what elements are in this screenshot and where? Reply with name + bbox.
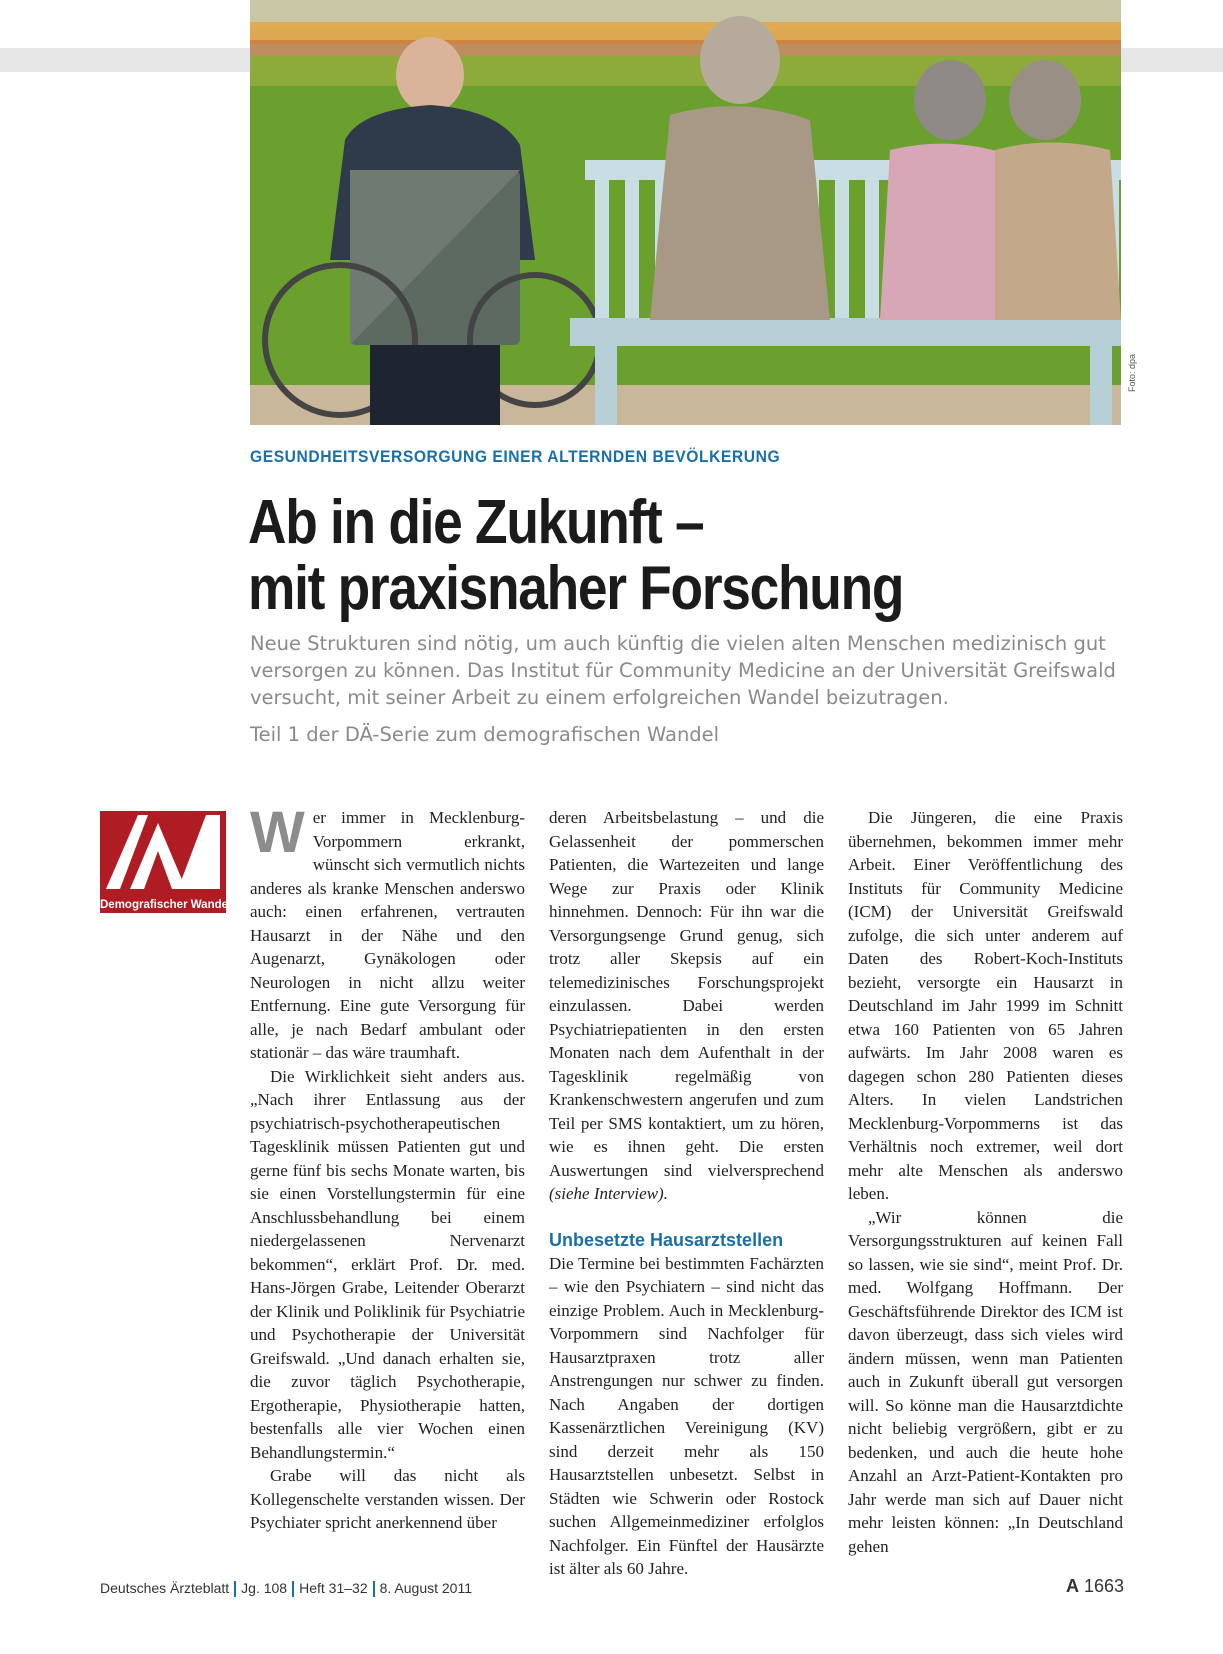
- interview-reference: (siehe Interview).: [549, 1184, 668, 1203]
- journal-issue: Heft 31–32: [299, 1580, 368, 1596]
- paragraph: [549, 806, 824, 1206]
- headline-line-1: Ab in die Zukunft –: [248, 488, 704, 557]
- paragraph-text: er immer in Mecklenburg-Vorpommern erkrankt, wünscht sich vermutlich nichts anderes als kranke Menschen anderswo auch: einen erfahrenen, vertrauten Hausarzt in der Nähe und den Augenarzt, Gynäkologen oder Neurologen in nicht allzu weiter Entfernung. Eine gute Versorgung für alle, je nach Bedarf ambulant oder stationär – das wäre traumhaft.: [250, 808, 525, 1062]
- page-number: [1066, 1576, 1124, 1597]
- photo-credit: Foto: dpa: [1127, 353, 1137, 392]
- demographic-chevron-icon: [100, 811, 232, 913]
- photo-illustration: [250, 0, 1121, 425]
- paragraph: Die Jüngeren, die eine Praxis übernehmen, bekommen immer mehr Arbeit. Einer Veröffentlichung des Instituts für Community Medicine (ICM) der Universität Greifswald zufolge, die sich unter anderem auf Daten des Robert-Koch-Instituts bezieht, versorgte ein Hausarzt in Deutschland im Jahr 1999 im Schnitt etwa 160 Patienten von 65 Jahren aufwärts. Im Jahr 2008 waren es dagegen schon 280 Patienten dieses Alters. In vielen Landstrichen Mecklenburg-Vorpommerns ist das Verhältnis noch extremer, weil dort mehr alte Menschen als anderswo leben.: [848, 808, 1123, 1203]
- body-column-1: [250, 800, 525, 1535]
- page-prefix: A: [1066, 1576, 1079, 1596]
- page-footer: [100, 1580, 472, 1597]
- article-kicker: GESUNDHEITSVERSORGUNG EINER ALTERNDEN BEVÖLKERUNG: [250, 447, 781, 466]
- body-column-3: [848, 806, 1123, 1558]
- footer-separator: [373, 1581, 375, 1597]
- footer-separator: [292, 1581, 294, 1597]
- paragraph: „Wir können die Versorgungsstrukturen auf keinen Fall so lassen, wie sie sind“, meint Prof. Dr. med. Wolfgang Hoffmann. Der Geschäftsführende Direktor des ICM ist davon überzeugt, dass sich vieles wird ändern müssen, wenn man Patienten auch in Zukunft überall gut versorgen will. So könne man die Hausarztdichte nicht beliebig vergrößern, gibt er zu bedenken, und auch die heute hohe Anzahl an Arzt-Patient-Kontakten pro Jahr werde man sich auf Dauer nicht mehr leisten können: „In Deutschland gehen: [848, 1207, 1123, 1556]
- drop-cap: W: [250, 800, 305, 865]
- section-subhead: Unbesetzte Hausarztstellen: [549, 1229, 784, 1250]
- journal-volume: Jg. 108: [241, 1580, 288, 1596]
- article-photo: [250, 0, 1121, 425]
- paragraph: Die Termine bei bestimmten Fachärzten – wie den Psychiatern – sind nicht das einzige Problem. Auch in Mecklenburg-Vorpommern sind Nachfolger für Hausarztpraxen trotz aller Anstrengungen nur schwer zu finden. Nach Angaben der dortigen Kassenärztlichen Vereinigung (KV) sind derzeit mehr als 150 Hausarztstellen unbesetzt. Selbst in Städten wie Schwerin oder Rostock suchen Allgemeinmediziner erfolglos Nachfolger. Ein Fünftel der Hausärzte ist älter als 60 Jahre.: [549, 1253, 824, 1578]
- paragraph: Grabe will das nicht als Kollegenschelte verstanden wissen. Der Psychiater spricht anerkennend über: [250, 1466, 525, 1532]
- series-logo-label: Demografischer Wandel: [100, 899, 232, 911]
- footer-separator: [234, 1581, 236, 1597]
- body-column-2: [549, 806, 824, 1581]
- headline-line-2: mit praxisnaher Forschung: [248, 554, 904, 623]
- paragraph: Die Wirklichkeit sieht anders aus. „Nach ihrer Entlassung aus der psychiatrisch-psychotherapeutischen Tagesklinik müssen Patienten gut und gerne fünf bis sechs Monate warten, bis sie einen Vorstellungstermin für eine Anschlussbehandlung bei einem niedergelassenen Nervenarzt bekommen“, erklärt Prof. Dr. med. Hans-Jörgen Grabe, Leitender Oberarzt der Klinik und Poliklinik für Psychiatrie und Psychotherapie der Universität Greifswald. „Und danach erhalten sie, die zuvor täglich Psychotherapie, Ergotherapie, Physiotherapie hatten, bestenfalls alle vier Wochen einen Behandlungstermin.“: [250, 1066, 525, 1462]
- paragraph-text: deren Arbeitsbelastung – und die Gelassenheit der pommerschen Patienten, die Wartezeiten und lange Wege zur Praxis oder Klinik hinnehmen. Dennoch: Für ihn war die Versorgungsenge Grund genug, sich trotz aller Skepsis auf ein telemedizinisches Forschungsprojekt einzulassen. Dabei werden Psychiatriepatienten in den ersten Monaten nach dem Aufenthalt in der Tagesklinik regelmäßig von Krankenschwestern angerufen und zum Teil per SMS kontaktiert, um zu hören, wie es ihnen geht. Die ersten Auswertungen sind vielversprechend: [549, 808, 824, 1180]
- page-number-value: 1663: [1084, 1576, 1125, 1596]
- article-lead: Neue Strukturen sind nötig, um auch künftig die vielen alten Menschen medizinisch gut versorgen zu können. Das Institut für Community Medicine an der Universität Greifswald versucht, mit seiner Arbeit zu einem erfolgreichen Wandel beizutragen.: [250, 632, 1116, 709]
- article-headline: [248, 490, 1022, 622]
- series-note: Teil 1 der DÄ-Serie zum demografischen Wandel: [250, 723, 720, 746]
- journal-name: Deutsches Ärzteblatt: [100, 1580, 230, 1596]
- paragraph: [250, 800, 525, 1065]
- series-logo: [100, 811, 232, 913]
- issue-date: 8. August 2011: [379, 1580, 472, 1596]
